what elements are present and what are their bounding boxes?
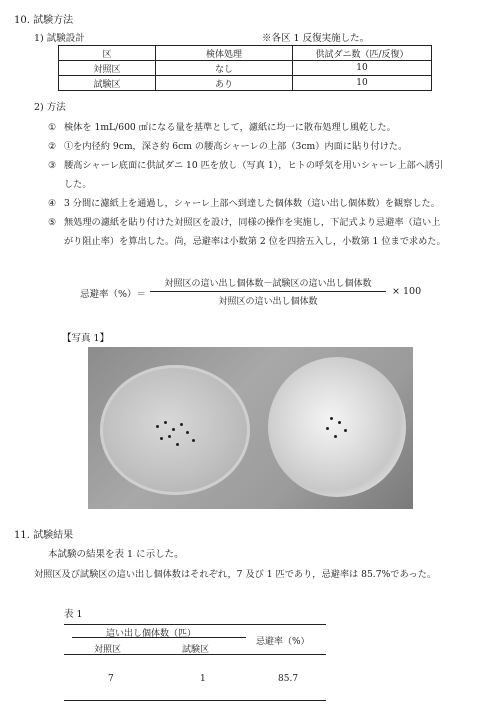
formula-fraction — [150, 276, 386, 307]
formula-numerator: 対照区の這い出し個体数－試験区の這い出し個体数 — [164, 279, 372, 289]
results-group-header: 這い出し個体数（匹） — [106, 629, 197, 639]
list-item — [48, 233, 446, 247]
step-text: ①を内径約 9cm，深さ約 6cm の腰高シャーレの上部（3cm）内面に貼り付けた。 — [64, 141, 408, 152]
subsection-method-title: 2) 方法 — [34, 102, 66, 113]
mite-dot — [176, 443, 179, 446]
list-item — [48, 157, 443, 171]
mite-dot — [168, 435, 171, 438]
formula-lhs: 忌避率（%）＝ — [80, 289, 147, 300]
table-rule — [64, 624, 326, 625]
results-header-rate: 忌避率（%） — [256, 637, 310, 647]
mite-dot — [330, 417, 333, 420]
replicate-note: ※各区 1 反復実施した。 — [262, 33, 370, 44]
list-item — [48, 138, 407, 152]
results-cell-control: 7 — [108, 674, 114, 684]
mite-dot — [344, 429, 347, 432]
design-cell: 対照区 — [59, 61, 156, 76]
step-text: 無処理の濾紙を貼り付けた対照区を設け，同様の操作を実施し，下記式より忌避率（這い上 — [64, 217, 441, 228]
mite-dot — [156, 425, 159, 428]
photo-petri-dishes — [88, 347, 413, 509]
design-header-group: 区 — [59, 46, 156, 61]
list-item — [48, 214, 440, 228]
step-text: がり阻止率）を算出した。尚，忌避率は小数第 2 位を四捨五入し，小数第 1 位まで求めた。 — [64, 236, 446, 247]
mite-dot — [326, 427, 329, 430]
mite-dot — [186, 431, 189, 434]
subsection-design-title: 1) 試験設計 — [34, 33, 85, 44]
table-row — [59, 61, 432, 76]
mite-dot — [338, 421, 341, 424]
design-cell: あり — [156, 76, 293, 91]
results-cell-test: 1 — [200, 674, 206, 684]
formula-denominator: 対照区の這い出し個体数 — [218, 297, 318, 307]
step-number: ② — [48, 141, 57, 152]
step-text: 腰高シャーレ底面に供試ダニ 10 匹を放し（写真 1），ヒトの呼気を用いシャーレ上部へ誘引 — [64, 160, 444, 171]
step-text: 検体を 1mL/600 ㎠になる量を基準として，濾紙に均一に散布処理し風乾した。 — [64, 122, 396, 133]
petri-dish-left — [100, 365, 250, 495]
results-table-title: 表 1 — [64, 609, 83, 620]
design-table — [58, 45, 432, 91]
design-cell: なし — [156, 61, 293, 76]
fraction-bar — [150, 291, 386, 292]
mite-dot — [160, 437, 163, 440]
list-item — [48, 119, 396, 133]
list-item — [48, 195, 440, 209]
design-cell: 試験区 — [59, 76, 156, 91]
design-table-header-row — [59, 46, 432, 61]
step-number: ⑤ — [48, 217, 57, 228]
results-header-test: 試験区 — [182, 645, 210, 655]
step-number: ① — [48, 122, 57, 133]
photo-label: 【写真 1】 — [62, 333, 110, 344]
section-10-title: 10. 試験方法 — [14, 15, 74, 26]
results-line-1: 本試験の結果を表 1 に示した。 — [48, 549, 184, 560]
step-number: ④ — [48, 198, 57, 209]
table-rule — [64, 654, 326, 655]
table-rule — [72, 637, 246, 638]
mite-dot — [192, 439, 195, 442]
design-cell: 10 — [293, 61, 432, 76]
design-cell: 10 — [293, 76, 432, 91]
mite-dot — [180, 423, 183, 426]
step-text: した。 — [64, 179, 92, 190]
results-line-2: 対照区及び試験区の這い出し個体数はそれぞれ，7 及び 1 匹であり，忌避率は 85.7%であった。 — [34, 569, 437, 580]
mite-dot — [164, 421, 167, 424]
petri-dish-right — [268, 357, 406, 497]
section-11-title: 11. 試験結果 — [14, 530, 74, 541]
formula-multiplier: × 100 — [392, 286, 422, 297]
mite-dot — [172, 428, 175, 431]
mite-dot — [334, 435, 337, 438]
list-item — [48, 176, 92, 190]
table-rule — [64, 700, 326, 701]
step-number: ③ — [48, 160, 57, 171]
design-header-treatment: 検体処理 — [156, 46, 293, 61]
table-row — [59, 76, 432, 91]
results-cell-rate: 85.7 — [278, 674, 299, 684]
design-header-mites: 供試ダニ数（匹/反復） — [293, 46, 432, 61]
results-header-control: 対照区 — [94, 645, 122, 655]
step-text: 3 分間に濾紙上を通過し，シャーレ上部へ到達した個体数（這い出し個体数）を観察した。 — [64, 198, 440, 209]
